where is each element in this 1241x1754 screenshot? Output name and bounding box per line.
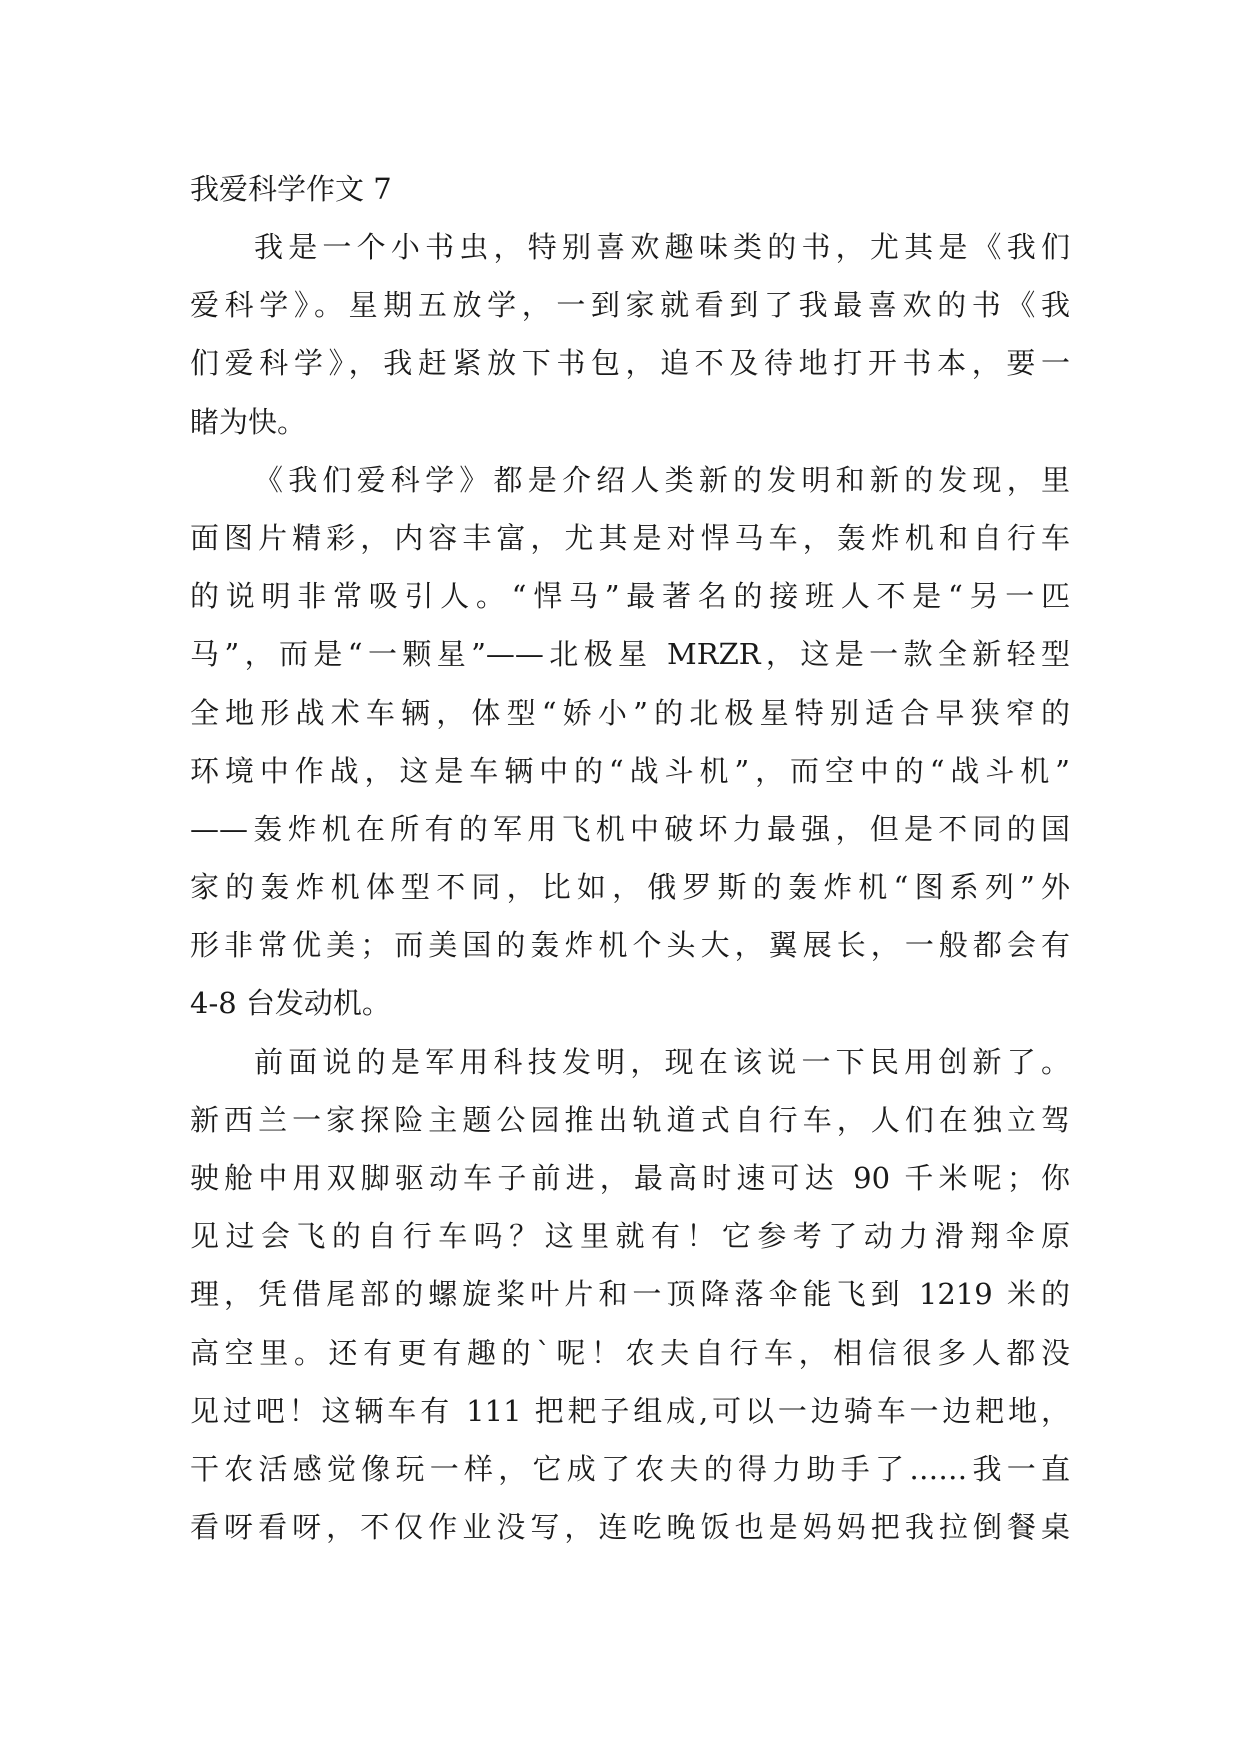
text-line: 见过会飞的自行车吗？这里就有！它参考了动力滑翔伞原 <box>190 1219 1070 1254</box>
text-line: 们爱科学》，我赶紧放下书包，追不及待地打开书本，要一 <box>190 346 1070 381</box>
text-line: 前面说的是军用科技发明，现在该说一下民用创新了。 <box>254 1044 1070 1079</box>
text-line: 《我们爱科学》都是介绍人类新的发明和新的发现，里 <box>254 462 1070 497</box>
text-line: 新西兰一家探险主题公园推出轨道式自行车，人们在独立驾 <box>190 1102 1070 1137</box>
text-line: ——轰炸机在所有的军用飞机中破坏力最强，但是不同的国 <box>190 811 1070 846</box>
text-line: 形非常优美；而美国的轰炸机个头大，翼展长，一般都会有 <box>190 928 1070 963</box>
text-line: 看呀看呀，不仅作业没写，连吃晚饭也是妈妈把我拉倒餐桌 <box>190 1510 1070 1545</box>
text-line: 马”，而是“一颗星”——北极星 MRZR，这是一款全新轻型 <box>190 637 1070 672</box>
text-line: 爱科学》。星期五放学，一到家就看到了我最喜欢的书《我 <box>190 288 1070 323</box>
text-line: 我是一个小书虫，特别喜欢趣味类的书，尤其是《我们 <box>254 230 1070 264</box>
text-line: 见过吧！这辆车有 111 把耙子组成,可以一边骑车一边耙地， <box>190 1393 1070 1428</box>
text-line: 干农活感觉像玩一样，它成了农夫的得力助手了……我一直 <box>190 1451 1070 1486</box>
document-title: 我爱科学作文 7 <box>190 172 392 206</box>
text-line: 家的轰炸机体型不同，比如，俄罗斯的轰炸机“图系列”外 <box>190 870 1070 905</box>
text-line: 理，凭借尾部的螺旋桨叶片和一顶降落伞能飞到 1219 米的 <box>190 1277 1070 1312</box>
text-line: 4-8 台发动机。 <box>190 986 391 1021</box>
paragraph-3 <box>190 1033 1070 1557</box>
text-line: 驶舱中用双脚驱动车子前进，最高时速可达 90 千米呢；你 <box>190 1161 1070 1195</box>
paragraph-2 <box>190 451 1070 1033</box>
text-line: 环境中作战，这是车辆中的“战斗机”，而空中的“战斗机” <box>190 753 1070 788</box>
text-line: 全地形战术车辆，体型“娇小”的北极星特别适合早狭窄的 <box>190 695 1070 730</box>
text-line: 高空里。还有更有趣的`呢！农夫自行车，相信很多人都没 <box>190 1335 1070 1370</box>
text-line: 的说明非常吸引人。“悍马”最著名的接班人不是“另一匹 <box>190 579 1070 614</box>
document-body <box>190 160 1070 1556</box>
text-line: 睹为快。 <box>190 404 307 439</box>
text-line: 面图片精彩，内容丰富，尤其是对悍马车，轰炸机和自行车 <box>190 520 1070 555</box>
paragraph-1 <box>190 218 1070 451</box>
